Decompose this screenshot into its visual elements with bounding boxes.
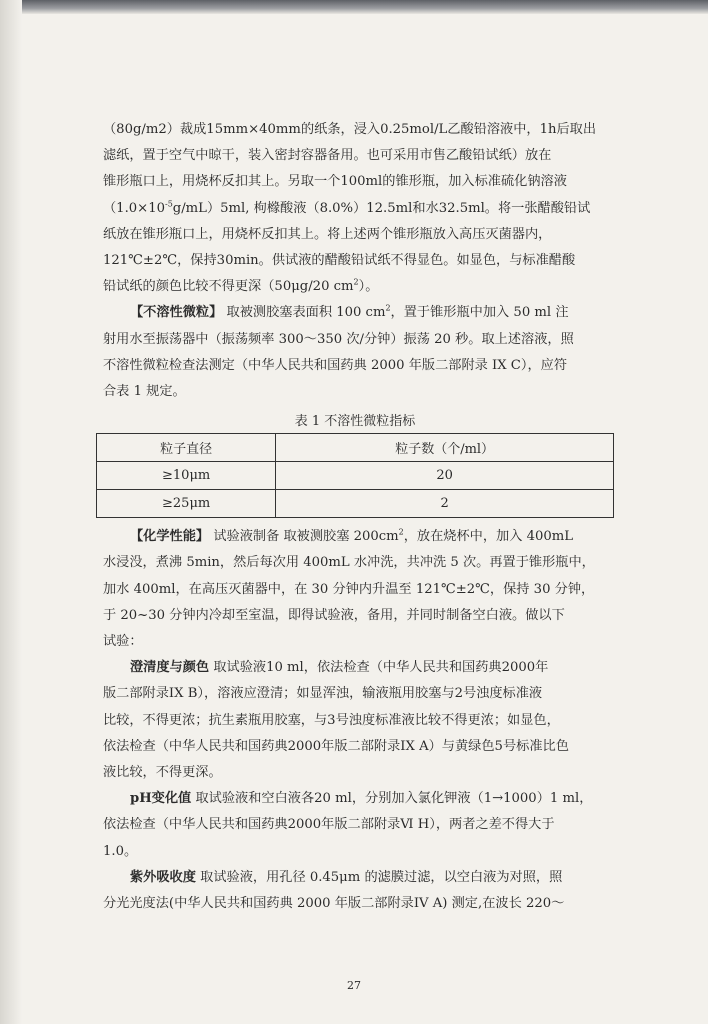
table-cell: ≥10μm [97,462,276,490]
subsection-heading: 紫外吸收度 [130,869,196,885]
table-cell: 2 [276,490,614,518]
text-line [103,655,607,681]
text-line: 纸放在锥形瓶口上，用烧杯反扣其上。将上述两个锥形瓶放入高压灭菌器内， [103,226,552,242]
section-uv-absorbance [103,865,607,917]
section-clarity-color [103,655,607,786]
text-line [103,865,607,891]
text-line: 于 20~30 分钟内冷却至室温，即得试验液，备用，并同时制备空白液。做以下 [103,607,565,623]
text-line: 滤纸，置于空气中晾干，装入密封容器备用。也可采用市售乙酸铅试纸）放在 [103,148,552,164]
section-insoluble-particles [103,300,607,405]
text-line: 试验： [103,634,143,650]
section-heading: 【不溶性微粒】 [130,305,223,321]
text-line: 加水 400ml，在高压灭菌器中，在 30 分钟内升温至 121℃±2℃，保持 30 分钟， [103,581,595,597]
text-line: 1.0。 [103,843,138,859]
table-cell: 20 [276,462,614,490]
text-line: 合表 1 规定。 [103,384,186,400]
text-segment: 取试验液，用孔径 0.45μm 的滤膜过滤，以空白液为对照，照 [195,869,563,885]
superscript: 2 [385,304,391,314]
text-segment: 取试验液和空白液各20 ml，分别加入氯化钾液（1→1000）1 ml， [191,791,593,807]
scan-top-edge [0,0,708,14]
text-line: 锥形瓶口上，用烧杯反扣其上。另取一个100ml的锥形瓶，加入标准硫化钠溶液 [103,174,567,190]
text-segment: ）。 [358,279,379,295]
text-line: 水浸没，煮沸 5min，然后每次用 400mL 水冲洗，共冲洗 5 次。再置于锥形瓶中， [103,555,595,571]
paragraph-lead-acetate [103,117,607,300]
table-header-row [97,434,614,462]
text-line: （80g/m2）裁成15mm×40mm的纸条，浸入0.25mol/L乙酸铅溶液中，1h后取出 [103,122,597,137]
text-line [103,196,607,222]
subsection-heading: 澄清度与颜色 [130,660,210,676]
text-segment: 取被测胶塞表面积 100 cm [222,305,386,321]
superscript: 2 [353,277,359,287]
text-line: 射用水至振荡器中（振荡频率 300～350 次/分钟）振荡 20 秒。取上述溶液，照 [103,331,574,347]
text-segment: ，置于锥形瓶中加入 50 ml 注 [390,305,569,321]
page-number: 27 [347,979,361,992]
text-segment: ，放在烧杯中，加入 400mL [403,529,574,545]
text-segment: （1.0×10 [103,200,165,216]
text-segment: 取试验液10 ml，依法检查（中华人民共和国药典2000年 [209,660,549,676]
section-ph-change [103,786,607,865]
text-line: 比较，不得更浓；抗生素瓶用胶塞，与3号浊度标准液比较不得更浓；如显色， [103,712,560,728]
text-line: 121℃±2℃，保持30min。供试液的醋酸铅试纸不得显色。如显色，与标准醋酸 [103,253,576,269]
text-line: 分光光度法(中华人民共和国药典 2000 年版二部附录IV A) 测定,在波长 220～ [103,896,565,912]
scan-left-shadow [0,0,22,1024]
table-header-cell: 粒子数（个/ml） [276,434,614,462]
table-caption: 表 1 不溶性微粒指标 [294,414,416,430]
text-line [103,524,607,550]
table-cell: ≥25μm [97,490,276,518]
table-header-cell: 粒子直径 [97,434,276,462]
text-segment: 试验液制备 取被测胶塞 200cm [209,529,399,545]
section-chemical-properties [103,524,607,655]
subsection-heading: pH变化值 [130,791,192,807]
text-line: 液比较，不得更深。 [103,765,222,781]
text-segment: 铅试纸的颜色比较不得更深（50μg/20 cm [103,279,354,295]
page-content [103,117,607,917]
text-line [103,274,607,300]
superscript: -5 [165,199,173,209]
section-heading: 【化学性能】 [130,529,210,545]
text-line: 依法检查（中华人民共和国药典2000年版二部附录Ⅵ H），两者之差不得大于 [103,817,555,833]
text-line [103,300,607,326]
text-line [103,786,607,812]
text-line: 依法检查（中华人民共和国药典2000年版二部附录IX A）与黄绿色5号标准比色 [103,738,569,754]
particle-table [96,433,614,518]
table-row [97,462,614,490]
text-line: 不溶性微粒检查法测定（中华人民共和国药典 2000 年版二部附录 IX C），应符 [103,357,568,373]
table-row [97,490,614,518]
superscript: 2 [398,527,404,537]
text-segment: g/mL）5ml, 枸橼酸液（8.0%）12.5ml和水32.5ml。将一张醋酸铅试 [172,200,591,216]
text-line: 版二部附录IX B），溶液应澄清；如显浑浊，输液瓶用胶塞与2号浊度标准液 [103,686,543,702]
